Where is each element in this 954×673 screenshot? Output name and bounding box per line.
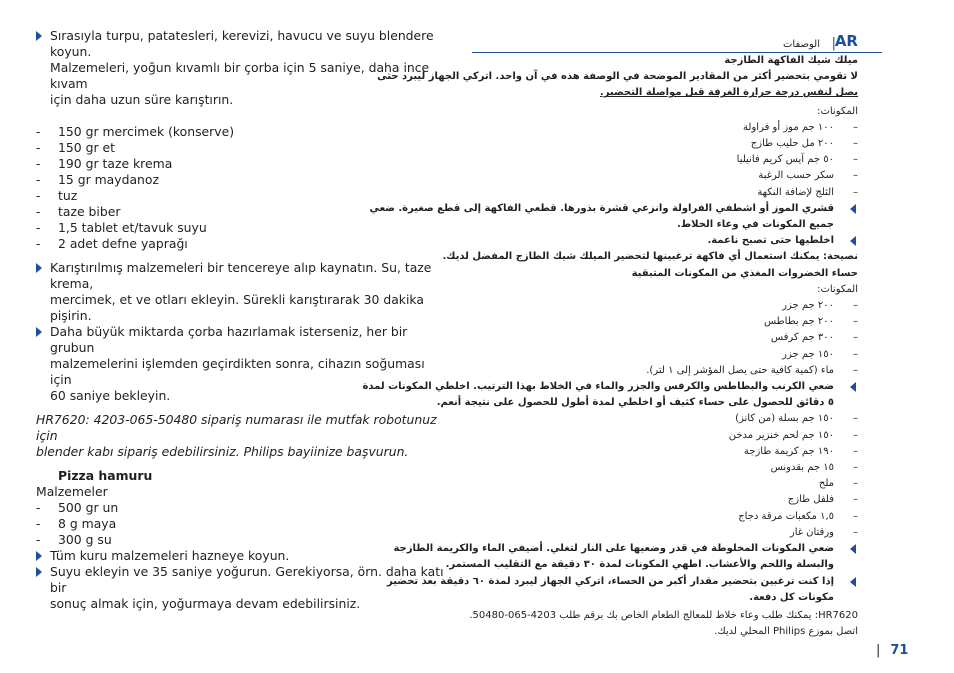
- list-item: – ١٩٠ جم كريمة طازجة: [743, 445, 858, 457]
- turkish-column: [36, 28, 448, 612]
- bullet-triangle-icon: [36, 263, 42, 273]
- bullet-triangle-icon: [36, 31, 42, 41]
- step-cooldown: Daha büyük miktarda çorba hazırlamak isterseniz, her bir grubun malzemelerini işlemden geçirdikten sonra, cihazın soğuması için 60 saniye bekleyin.: [36, 324, 448, 404]
- order-note: HR7620: 4203-065-50480 sipariş numarası ile mutfak robotunuz için blender kabı sipariş edebilirsiniz. Philips bayiinize başvurun.: [36, 412, 437, 459]
- page-footer: [876, 643, 908, 658]
- order-note: اتصل بموزع Philips المحلي لديك.: [714, 626, 858, 638]
- header-divider: |: [831, 36, 836, 51]
- list-item: - 2 adet defne yaprağı: [36, 236, 188, 251]
- tip: نصيحة: يمكنك استعمال أي فاكهة ترغبينها لتحضير الميلك شيك الطازج المفضل لديك.: [442, 251, 858, 263]
- recipe-title: ميلك شيك الفاكهة الطازجة: [724, 55, 858, 66]
- step-blend: [36, 28, 448, 108]
- bullet-triangle-icon: [850, 204, 856, 214]
- bullet-triangle-icon: [850, 236, 856, 246]
- step: ضعي الكرنب والبطاطس والكرفس والجزر والماء في الخلاط بهذا الترتيب. اخلطي المكونات لمدة: [472, 379, 882, 395]
- list-item: – فلفل طازج: [787, 494, 858, 506]
- list-item: - 15 gr maydanoz: [36, 172, 159, 187]
- order-note: HR7620: يمكنك طلب وعاء خلاط للمعالج الطعام الخاص بك برقم طلب 4203-065-50480.: [469, 609, 858, 621]
- bullet-triangle-icon: [36, 551, 42, 561]
- list-item: – ١٥٠ جم بسلة (من كانز): [735, 413, 858, 425]
- list-item: – ١٥ جم بقدونس: [770, 462, 858, 474]
- list-item: – ٢٠٠ مل حليب طازج: [750, 138, 858, 150]
- list-item: – الثلج لإضافة النكهة: [757, 186, 858, 198]
- list-item: – ملح: [818, 478, 858, 490]
- pizza-title: Pizza hamuru: [58, 468, 153, 483]
- page-number: 71: [890, 643, 909, 658]
- list-item: - 300 g su: [36, 532, 112, 547]
- section-title: الوصفات: [782, 39, 820, 50]
- step: إذا كنت ترغبين بتحضير مقدار أكبر من الحساء، اتركي الجهاز ليبرد لمدة ٦٠ دقيقة بعد تحضير: [472, 574, 882, 590]
- list-item: - tuz: [36, 188, 78, 203]
- list-item: – سكر حسب الرغبة: [758, 170, 858, 182]
- list-item: - taze biber: [36, 204, 121, 219]
- step: اخلطيها حتى تصبح ناعمة.: [472, 233, 882, 249]
- list-item: – ١٥٠ جم جزر: [782, 348, 858, 360]
- step-cook: Karıştırılmış malzemeleri bir tencereye alıp kaynatın. Su, taze krema, mercimek, et ve otları ekleyin. Sürekli karıştırarak 30 dakika pişirin.: [36, 260, 448, 324]
- step-continuation: والبسلة واللحم والأعشاب. اطهي المكونات لمدة ٣٠ دقيقة مع التقليب المستمر.: [445, 559, 834, 571]
- list-item: – ٢٠٠ جم جزر: [782, 300, 858, 312]
- text-line: Malzemeleri, yoğun kıvamlı bir çorba için 5 saniye, daha ince kıvam: [50, 60, 430, 91]
- list-item: – ١٥٠ جم لحم خنزير مدخن: [728, 429, 858, 441]
- list-item: - 1,5 tablet et/tavuk suyu: [36, 220, 207, 235]
- list-item: – ٣٠٠ جم كرفس: [770, 332, 858, 344]
- step: ضعي المكونات المخلوطة في قدر وضعيها على النار لتغلي. أضيفي الماء والكريمة الطازجة: [472, 541, 882, 557]
- arabic-column: [362, 32, 882, 640]
- language-code: AR: [834, 32, 858, 50]
- list-item: – ورقتان غار: [789, 526, 858, 538]
- list-item: - 8 g maya: [36, 516, 117, 531]
- list-item: - 500 gr un: [36, 500, 119, 515]
- step-continuation: جميع المكونات في وعاء الخلاط.: [676, 219, 834, 231]
- step-continuation: مكونات كل دفعة.: [749, 591, 834, 603]
- step: قشري الموز أو اشطفي الفراولة وانزعي قشرة بذورها. قطعي الفاكهة إلى قطع صغيرة. ضعي: [472, 201, 882, 217]
- text-line: için daha uzun süre karıştırın.: [50, 92, 234, 107]
- warning-line: يصل لنفس درجة حرارة الغرفة قبل مواصلة التحضير.: [599, 87, 858, 99]
- bullet-triangle-icon: [36, 327, 42, 337]
- bullet-triangle-icon: [850, 577, 856, 587]
- pizza-ingredients-label: Malzemeler: [36, 484, 108, 499]
- pizza-step-dry: Tüm kuru malzemeleri hazneye koyun.: [36, 548, 448, 564]
- ingredients-label: المكونات:: [817, 105, 858, 117]
- list-item: – ٥٠ جم آيس كريم فانيليا: [736, 154, 858, 166]
- list-item: - 150 gr mercimek (konserve): [36, 124, 235, 139]
- list-item: – ماء (كمية كافية حتى يصل المؤشر إلى ١ لتر).: [646, 364, 858, 376]
- section-header: [472, 34, 882, 53]
- list-item: – ١,٥ مكعبات مرقة دجاج: [738, 510, 858, 522]
- text-line: Sırasıyla turpu, patatesleri, kerevizi, havucu ve suyu blendere koyun.: [50, 28, 434, 59]
- list-item: – ١٠٠ جم موز أو فراولة: [743, 121, 858, 133]
- list-item: - 190 gr taze krema: [36, 156, 173, 171]
- bullet-triangle-icon: [850, 544, 856, 554]
- pizza-step-knead: Suyu ekleyin ve 35 saniye yoğurun. Gerekiyorsa, örn. daha katı bir sonuç almak için, yoğurmaya devam edebilirsiniz.: [36, 564, 448, 612]
- ingredients-label: المكونات:: [817, 283, 858, 295]
- list-item: - 150 gr et: [36, 140, 115, 155]
- bullet-triangle-icon: [36, 567, 42, 577]
- step-continuation: ٥ دقائق للحصول على حساء كثيف أو اخلطي لمدة أطول للحصول على نتيجة أنعم.: [436, 397, 834, 409]
- ingredient-list: [36, 124, 448, 252]
- footer-divider: |: [876, 643, 881, 658]
- bullet-triangle-icon: [850, 382, 856, 392]
- recipe-title: حساء الخضروات المغذي من المكونات المتبقية: [631, 267, 858, 279]
- list-item: – ٢٠٠ جم بطاطس: [763, 316, 858, 328]
- warning-line: لا تقومي بتحضير أكثر من المقادير الموضحة في الوصفة هذه في آن واحد. اتركي الجهاز ليبرد حتى: [377, 71, 858, 83]
